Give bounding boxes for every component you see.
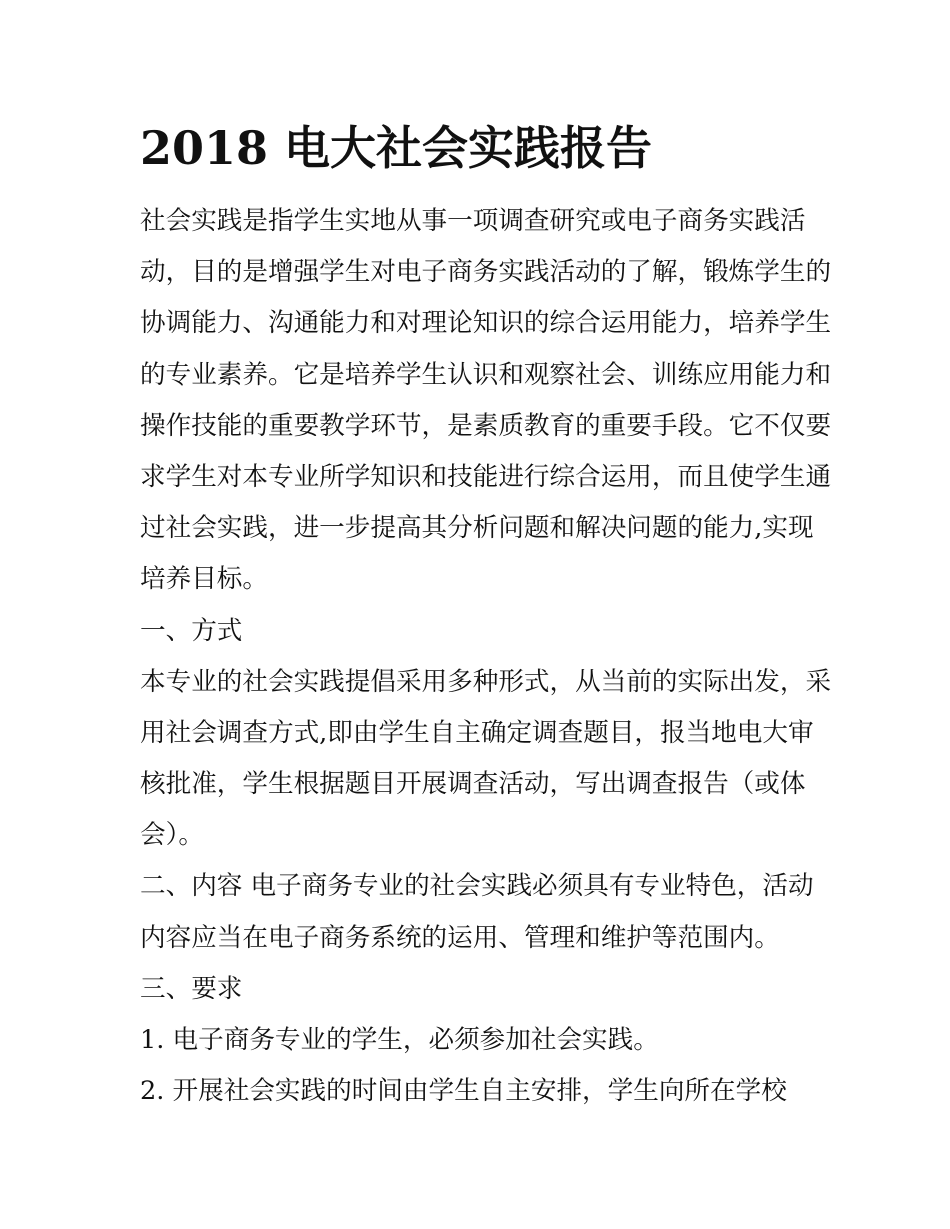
text-line: 内容应当在电子商务系统的运用、管理和维护等范围内。: [140, 922, 780, 953]
document-body: [140, 196, 832, 1117]
text-line: 培养目标。: [140, 564, 268, 595]
text-line: 求学生对本专业所学知识和技能进行综合运用，而且使学生通: [140, 461, 832, 492]
text-line: 本专业的社会实践提倡采用多种形式，从当前的实际出发，采: [140, 666, 832, 697]
text-line: 用社会调查方式,即由学生自主确定调查题目，报当地电大审: [140, 717, 814, 748]
text-line: 协调能力、沟通能力和对理论知识的综合运用能力，培养学生: [140, 308, 832, 339]
document-title: 2018 电大社会实践报告: [140, 121, 653, 175]
text-line: 过社会实践，进一步提高其分析问题和解决问题的能力,实现: [140, 513, 814, 544]
text-line: 操作技能的重要教学环节，是素质教育的重要手段。它不仅要: [140, 410, 832, 441]
text-line: 的专业素养。它是培养学生认识和观察社会、训练应用能力和: [140, 359, 832, 390]
text-line: 一、方式: [140, 615, 243, 646]
text-line: 1. 电子商务专业的学生，必须参加社会实践。: [140, 1025, 659, 1055]
text-line: 核批准，学生根据题目开展调查活动，写出调查报告（或体: [140, 769, 806, 800]
text-line: 社会实践是指学生实地从事一项调查研究或电子商务实践活: [140, 206, 806, 236]
text-line: 会）。: [140, 820, 204, 851]
text-line: 二、内容 电子商务专业的社会实践必须具有专业特色，活动: [140, 871, 814, 902]
text-line: 三、要求: [140, 973, 243, 1004]
text-line: 2. 开展社会实践的时间由学生自主安排，学生向所在学校: [140, 1076, 787, 1107]
text-line: 动，目的是增强学生对电子商务实践活动的了解，锻炼学生的: [140, 257, 832, 288]
